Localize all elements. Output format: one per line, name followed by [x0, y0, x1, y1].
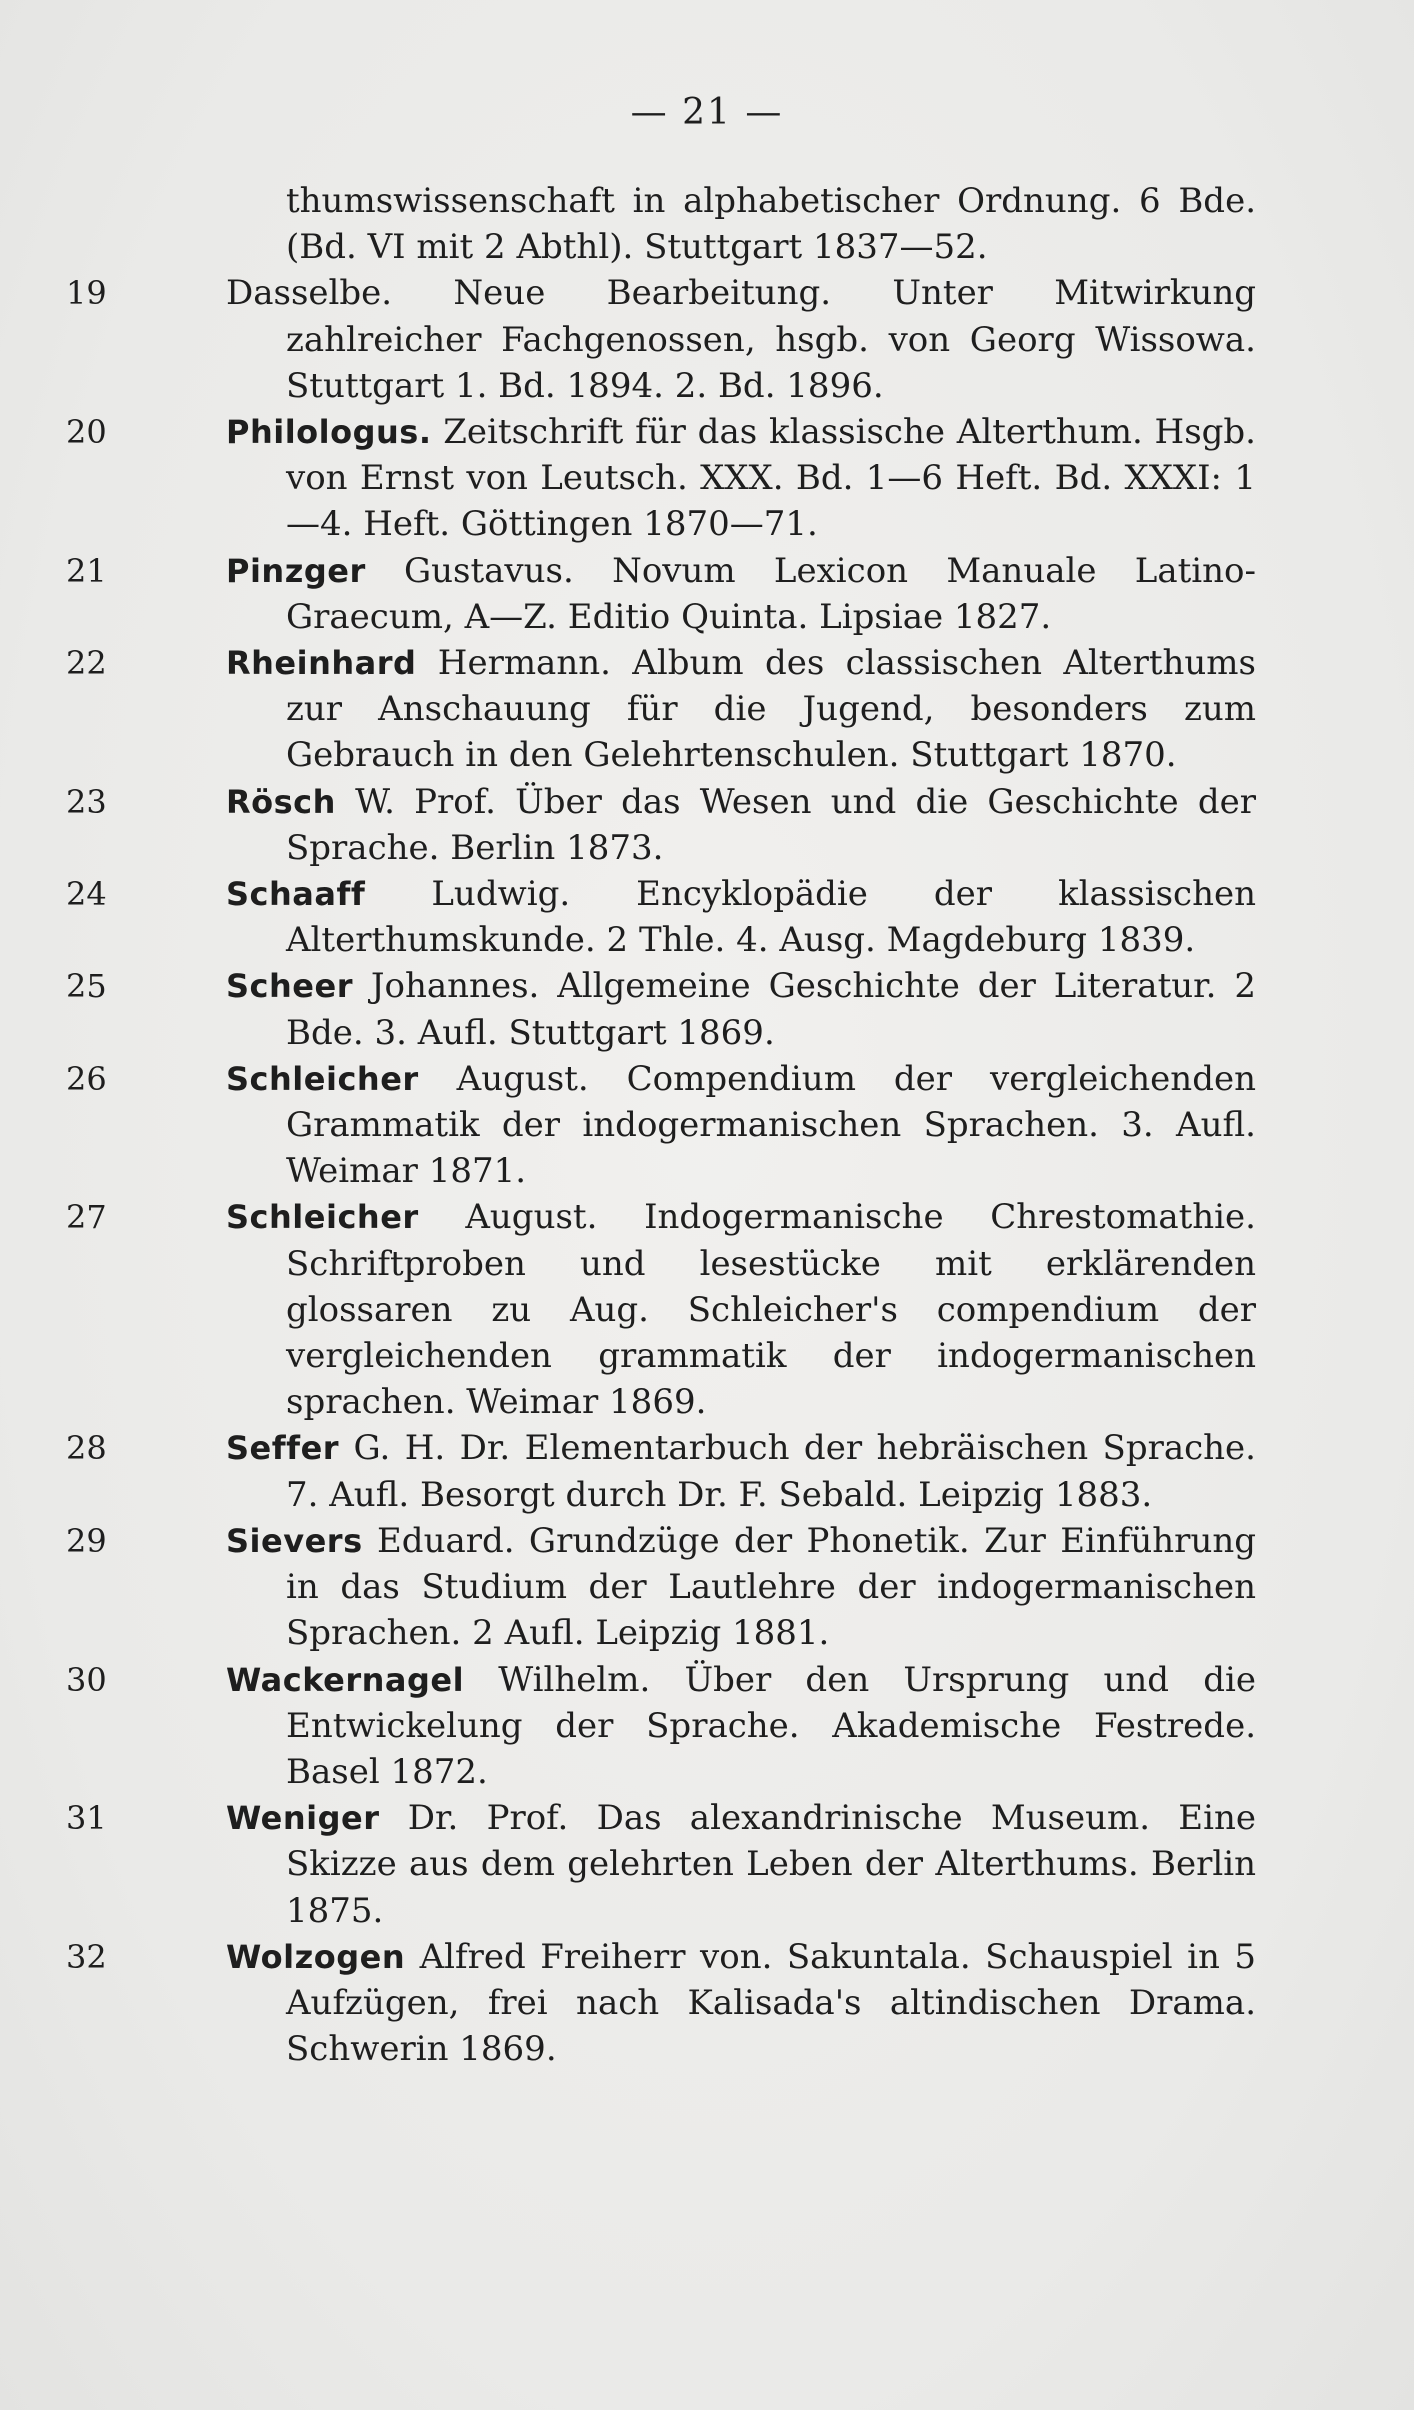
entry-author: Pinzger	[226, 551, 366, 590]
page-number: — 21 —	[630, 92, 784, 133]
entry-text: Hermann. Album des classischen Alterthums zur Anschauung für die Jugend, besonders zum Gebrauch in den Gelehrtenschulen. Stuttgart 1870.	[286, 643, 1256, 776]
entry-number: 31	[66, 1799, 107, 1838]
entry-author: Wolzogen	[226, 1937, 406, 1976]
continuation-entry	[66, 178, 1256, 270]
list-item	[66, 1934, 1256, 2073]
entry-number: 20	[66, 413, 107, 452]
entry-text: Eduard. Grundzüge der Phonetik. Zur Einführung in das Studium der Lautlehre der indogermanischen Sprachen. 2 Aufl. Leipzig 1881.	[286, 1520, 1256, 1654]
entry-author: Schleicher	[226, 1059, 419, 1098]
list-item	[66, 1194, 1256, 1425]
entry-body	[226, 1518, 1256, 1657]
list-item	[66, 1518, 1256, 1657]
entry-text: August. Compendium der vergleichenden Grammatik der indogermanischen Sprachen. 3. Aufl. Weimar 1871.	[286, 1058, 1256, 1192]
entry-number: 26	[66, 1059, 107, 1098]
list-item	[66, 963, 1256, 1055]
entry-number: 28	[66, 1429, 107, 1468]
entry-number: 23	[66, 782, 107, 821]
entry-number: 32	[66, 1937, 107, 1976]
entry-body	[226, 779, 1256, 871]
entry-body	[226, 1657, 1256, 1796]
entry-text: G. H. Dr. Elementarbuch der hebräischen Sprache. 7. Aufl. Besorgt durch Dr. F. Sebald. Leipzig 1883.	[286, 1428, 1256, 1515]
entry-text: Gustavus. Novum Lexicon Manuale Latino-Graecum, A—Z. Editio Quinta. Lipsiae 1827.	[286, 550, 1256, 637]
entry-author: Rösch	[226, 782, 336, 821]
entry-body	[226, 1425, 1256, 1517]
entry-author: Schaaff	[226, 875, 366, 914]
bibliography-list	[66, 178, 1256, 2072]
list-item	[66, 1056, 1256, 1195]
entry-author: Sievers	[226, 1521, 363, 1560]
entry-body	[226, 1056, 1256, 1195]
entry-text: Dasselbe. Neue Bearbeitung. Unter Mitwirkung zahlreicher Fachgenossen, hsgb. von Georg Wissowa. Stuttgart 1. Bd. 1894. 2. Bd. 1896.	[226, 273, 1256, 406]
entry-text: Johannes. Allgemeine Geschichte der Literatur. 2 Bde. 3. Aufl. Stuttgart 1869.	[286, 966, 1256, 1053]
entry-text: Alfred Freiherr von. Sakuntala. Schauspiel in 5 Aufzügen, frei nach Kalisada's altindischen Drama. Schwerin 1869.	[286, 1936, 1256, 2070]
entry-number: 21	[66, 551, 107, 590]
entry-body	[226, 1194, 1256, 1425]
entry-text: Dr. Prof. Das alexandrinische Museum. Eine Skizze aus dem gelehrten Leben der Alterthums. Berlin 1875.	[286, 1798, 1256, 1931]
entry-text: Zeitschrift für das klassische Alterthum. Hsgb. von Ernst von Leutsch. XXX. Bd. 1—6 Heft. Bd. XXXI: 1—4. Heft. Göttingen 1870—71.	[286, 412, 1256, 545]
entry-body	[226, 548, 1256, 640]
entry-body	[226, 963, 1256, 1055]
entry-author: Wackernagel	[226, 1660, 465, 1699]
list-item	[66, 779, 1256, 871]
entry-number: 30	[66, 1660, 107, 1699]
entry-author: Philologus.	[226, 413, 432, 452]
list-item	[66, 640, 1256, 779]
list-item	[66, 1795, 1256, 1934]
entry-body	[226, 1934, 1256, 2073]
entry-body	[226, 409, 1256, 548]
list-item	[66, 1657, 1256, 1796]
entry-text: Wilhelm. Über den Ursprung und die Entwickelung der Sprache. Akademische Festrede. Basel 1872.	[286, 1659, 1256, 1792]
list-item	[66, 270, 1256, 409]
continuation-text: thumswissenschaft in alphabetischer Ordnung. 6 Bde. (Bd. VI mit 2 Abthl). Stuttgart 1837—52.	[286, 181, 1256, 268]
entry-text: Ludwig. Encyklopädie der klassischen Alterthumskunde. 2 Thle. 4. Ausg. Magdeburg 1839.	[286, 874, 1256, 961]
entry-number: 24	[66, 875, 107, 914]
entry-number: 25	[66, 967, 107, 1006]
entry-author: Seffer	[226, 1429, 340, 1468]
entry-number: 19	[66, 274, 107, 313]
entry-number: 29	[66, 1521, 107, 1560]
entry-author: Rheinhard	[226, 644, 417, 683]
entry-author: Scheer	[226, 967, 353, 1006]
entry-text: W. Prof. Über das Wesen und die Geschichte der Sprache. Berlin 1873.	[286, 781, 1256, 868]
entry-author: Schleicher	[226, 1198, 419, 1237]
entry-body	[226, 270, 1256, 409]
list-item	[66, 548, 1256, 640]
entry-number: 27	[66, 1198, 107, 1237]
list-item	[66, 409, 1256, 548]
entry-body	[226, 871, 1256, 963]
entry-body	[226, 1795, 1256, 1934]
entry-text: August. Indogermanische Chrestomathie. Schriftproben und lesestücke mit erklärenden glossaren zu Aug. Schleicher's compendium der vergleichenden grammatik der indogermanischen sprachen. Weimar 1869.	[286, 1197, 1256, 1423]
entry-author: Weniger	[226, 1799, 380, 1838]
entry-number: 22	[66, 644, 107, 683]
list-item	[66, 1425, 1256, 1517]
entry-body	[226, 640, 1256, 779]
list-item	[66, 871, 1256, 963]
